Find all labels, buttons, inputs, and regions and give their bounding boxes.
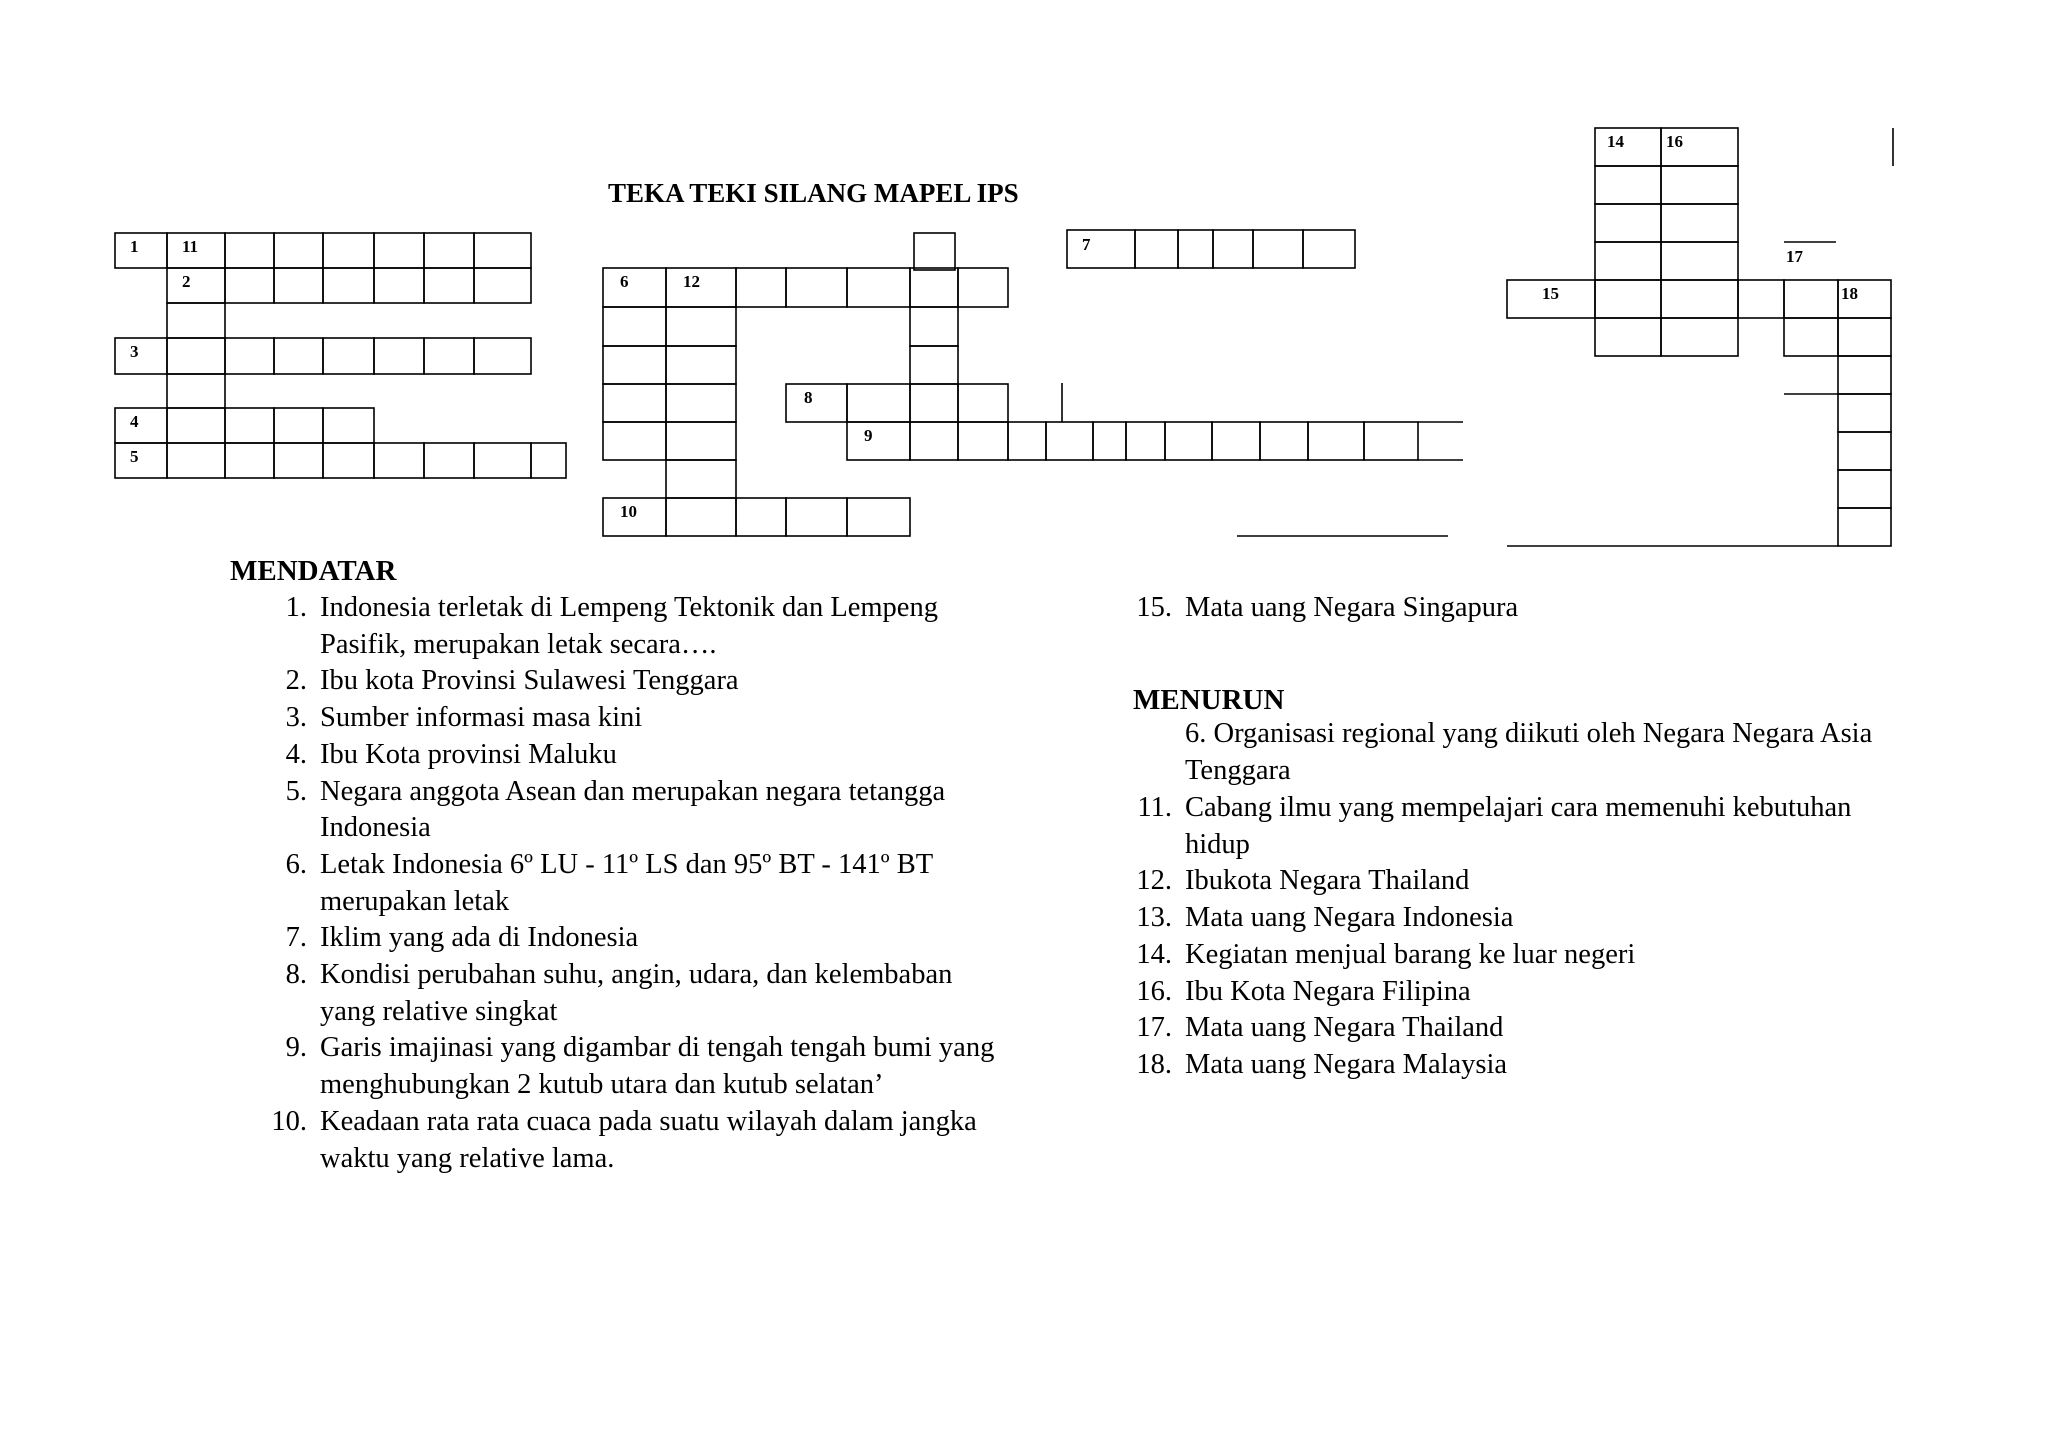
grid-cell[interactable] — [910, 268, 958, 307]
grid-cell[interactable] — [603, 384, 666, 422]
grid-cell[interactable] — [847, 268, 910, 307]
clue-number: 18. — [1136, 1048, 1172, 1080]
clue-text: Mata uang Negara Singapura — [1185, 592, 1519, 623]
grid-cell[interactable] — [603, 346, 666, 384]
grid-cell[interactable] — [1595, 242, 1661, 280]
grid-number: 14 — [1607, 132, 1624, 151]
grid-cell[interactable] — [666, 346, 736, 384]
grid-cell[interactable] — [910, 384, 958, 422]
grid-number: 4 — [130, 412, 139, 431]
clue-number: 12. — [1136, 865, 1172, 897]
mendatar-clue-15-list — [1097, 590, 1877, 627]
grid-cell[interactable] — [1595, 166, 1661, 204]
clue-number: 10. — [271, 1105, 307, 1137]
grid-cell[interactable] — [1178, 230, 1213, 268]
grid-cell[interactable] — [274, 268, 323, 303]
grid-number: 3 — [130, 342, 139, 361]
clue-text: Sumber informasi masa kini — [320, 702, 643, 734]
clue-number: 8. — [285, 959, 307, 991]
grid-cell[interactable] — [1212, 422, 1260, 460]
grid-cell[interactable] — [225, 408, 274, 443]
grid-cell[interactable] — [1838, 432, 1891, 470]
clue-text: Ibu kota Provinsi Sulawesi Tenggara — [320, 665, 739, 697]
page-title: TEKA TEKI SILANG MAPEL IPS — [608, 178, 1019, 208]
grid-cell[interactable] — [167, 443, 225, 478]
clue-item — [1097, 1047, 1877, 1084]
grid-number: 11 — [182, 237, 199, 256]
grid-cell[interactable] — [167, 374, 225, 408]
grid-cell[interactable] — [1838, 394, 1891, 432]
grid-cell[interactable] — [374, 233, 424, 268]
grid-cell[interactable] — [167, 338, 225, 374]
grid-number: 7 — [1082, 235, 1091, 254]
clue-item — [232, 920, 1012, 957]
grid-cell[interactable] — [666, 307, 736, 346]
grid-cell[interactable] — [1595, 128, 1661, 166]
menurun-clue-6 — [1185, 716, 1875, 789]
clue-text: Ibu Kota provinsi Maluku — [320, 738, 617, 770]
mendatar-clue-list — [232, 590, 1012, 1177]
grid-cell[interactable] — [1165, 422, 1212, 460]
grid-cell[interactable] — [115, 408, 167, 443]
grid-cell[interactable] — [958, 422, 1008, 460]
clue-number: 6. — [285, 848, 307, 880]
grid-cell[interactable] — [474, 233, 531, 268]
grid-cell[interactable] — [910, 307, 958, 346]
clue-text: Negara anggota Asean dan merupakan negara tetangga Indonesia — [320, 775, 946, 844]
clue-number: 17. — [1136, 1012, 1172, 1044]
clue-number: 11. — [1137, 792, 1172, 823]
grid-cell[interactable] — [1126, 422, 1165, 460]
grid-cell[interactable] — [1661, 166, 1738, 204]
grid-cell[interactable] — [666, 268, 736, 307]
grid-number: 5 — [130, 447, 139, 466]
clue-item — [1097, 974, 1877, 1011]
grid-number: 12 — [683, 272, 700, 291]
grid-cell[interactable] — [1303, 230, 1355, 268]
grid-cell[interactable] — [424, 268, 474, 303]
grid-cell[interactable] — [474, 338, 531, 374]
grid-cell[interactable] — [323, 443, 374, 478]
grid-cell[interactable] — [424, 338, 474, 374]
grid-cell[interactable] — [225, 268, 274, 303]
grid-cell[interactable] — [736, 498, 786, 536]
grid-number: 18 — [1841, 284, 1858, 303]
clue-number: 13. — [1136, 902, 1172, 934]
clue-item — [1097, 1010, 1877, 1047]
grid-cell[interactable] — [424, 233, 474, 268]
grid-cell[interactable] — [1838, 470, 1891, 508]
grid-cell[interactable] — [1067, 230, 1135, 268]
menurun-heading: MENURUN — [1133, 684, 1285, 716]
clue-text: Ibukota Negara Thailand — [1185, 865, 1470, 897]
clue-text: Kondisi perubahan suhu, angin, udara, dan kelembaban yang relative singkat — [320, 959, 953, 1027]
clue-text: Garis imajinasi yang digambar di tengah tengah bumi yang menghubungkan 2 kutub utara dan kutub selatan’ — [320, 1032, 995, 1101]
grid-cell[interactable] — [167, 408, 225, 443]
grid-cell[interactable] — [115, 233, 167, 268]
clue-text: Mata uang Negara Indonesia — [1185, 902, 1514, 934]
grid-cell[interactable] — [374, 268, 424, 303]
grid-cell[interactable] — [958, 268, 1008, 307]
grid-cell[interactable] — [1046, 422, 1093, 460]
grid-cell[interactable] — [323, 338, 374, 374]
grid-cell[interactable] — [474, 443, 531, 478]
grid-cell[interactable] — [225, 338, 274, 374]
grid-cell[interactable] — [736, 268, 786, 307]
grid-cell[interactable] — [1838, 508, 1891, 546]
grid-number: 9 — [864, 426, 873, 445]
clue-number: 2. — [285, 665, 307, 697]
grid-cell[interactable] — [1661, 242, 1738, 280]
grid-cell[interactable] — [666, 422, 736, 460]
grid-number: 6 — [620, 272, 629, 291]
clue-item — [1097, 590, 1877, 627]
grid-cell[interactable] — [914, 233, 955, 270]
grid-cell[interactable] — [1308, 422, 1364, 460]
grid-cell[interactable] — [274, 408, 323, 443]
grid-cell[interactable] — [323, 233, 374, 268]
grid-cell[interactable] — [786, 384, 847, 422]
grid-cell[interactable] — [786, 498, 847, 536]
clue-number: 5. — [285, 775, 307, 807]
mendatar-heading: MENDATAR — [230, 555, 397, 587]
grid-cell[interactable] — [374, 338, 424, 374]
grid-cell[interactable] — [1008, 422, 1046, 460]
clue-text: Kegiatan menjual barang ke luar negeri — [1185, 938, 1636, 970]
grid-cell[interactable] — [274, 443, 323, 478]
grid-cell[interactable] — [1661, 318, 1738, 356]
clue-text: Indonesia terletak di Lempeng Tektonik dan Lempeng Pasifik, merupakan letak secara…. — [320, 592, 938, 660]
clue-item — [232, 590, 1012, 663]
clue-item — [232, 957, 1012, 1030]
clue-item — [1097, 863, 1877, 900]
clue-number: 3. — [285, 702, 307, 734]
clue-number: 14. — [1136, 938, 1172, 970]
grid-cell[interactable] — [531, 443, 566, 478]
grid-cell[interactable] — [1364, 422, 1418, 460]
grid-cell[interactable] — [1838, 356, 1891, 394]
grid-number: 16 — [1666, 132, 1683, 151]
grid-number: 17 — [1786, 247, 1803, 266]
clue-item — [1097, 790, 1877, 863]
grid-number: 1 — [130, 237, 139, 256]
grid-cell[interactable] — [1838, 318, 1891, 356]
grid-cell[interactable] — [1595, 204, 1661, 242]
clue-item — [232, 847, 1012, 920]
grid-number: 15 — [1542, 284, 1559, 303]
grid-cell[interactable] — [910, 346, 958, 384]
grid-cell[interactable] — [1784, 280, 1838, 318]
grid-cell[interactable] — [474, 268, 531, 303]
grid-cell[interactable] — [1661, 280, 1738, 318]
clue-text: Mata uang Negara Malaysia — [1185, 1048, 1508, 1080]
grid-cell[interactable] — [274, 233, 323, 268]
clue-number: 15. — [1136, 592, 1172, 623]
grid-cell[interactable] — [666, 498, 736, 536]
grid-cell[interactable] — [958, 384, 1008, 422]
grid-cell[interactable] — [1093, 422, 1126, 460]
clue-number: 1. — [285, 592, 307, 623]
clue-text: Mata uang Negara Thailand — [1185, 1012, 1504, 1044]
grid-cell[interactable] — [167, 303, 225, 338]
grid-cell[interactable] — [167, 268, 225, 303]
clue-text: Cabang ilmu yang mempelajari cara memenuhi kebutuhan hidup — [1185, 792, 1852, 860]
grid-number: 8 — [804, 388, 813, 407]
grid-cell[interactable] — [115, 338, 167, 374]
clue-text: Organisasi regional yang diikuti oleh Negara Negara Asia Tenggara — [1185, 718, 1873, 786]
clue-item — [232, 663, 1012, 700]
clue-item — [1097, 900, 1877, 937]
grid-cell[interactable] — [225, 233, 274, 268]
clue-item — [232, 1104, 1012, 1177]
grid-cell[interactable] — [910, 422, 958, 460]
grid-cell[interactable] — [424, 443, 474, 478]
clue-item — [232, 774, 1012, 847]
grid-cell[interactable] — [1595, 318, 1661, 356]
grid-cell[interactable] — [274, 338, 323, 374]
grid-number: 10 — [620, 502, 637, 521]
grid-cell[interactable] — [847, 384, 910, 422]
grid-cell[interactable] — [1738, 280, 1784, 318]
clue-text: Ibu Kota Negara Filipina — [1185, 975, 1471, 1007]
grid-cell[interactable] — [666, 384, 736, 422]
clue-number: 16. — [1136, 975, 1172, 1007]
grid-cell[interactable] — [1260, 422, 1308, 460]
grid-cell[interactable] — [603, 307, 666, 346]
clue-number: 4. — [285, 738, 307, 770]
grid-cell[interactable] — [1661, 204, 1738, 242]
grid-cell[interactable] — [225, 443, 274, 478]
grid-cell[interactable] — [603, 268, 666, 307]
grid-cell[interactable] — [847, 422, 910, 460]
grid-cell[interactable] — [1213, 230, 1253, 268]
grid-number: 2 — [182, 272, 191, 291]
grid-cell[interactable] — [603, 422, 666, 460]
clue-number: 7. — [285, 922, 307, 954]
clue-text: Letak Indonesia 6º LU - 11º LS dan 95º BT - 141º BT merupakan letak — [320, 848, 933, 917]
grid-cell[interactable] — [323, 408, 374, 443]
grid-cell[interactable] — [1784, 318, 1838, 356]
menurun-clue-list — [1097, 790, 1877, 1084]
grid-cell[interactable] — [323, 268, 374, 303]
grid-cell[interactable] — [1253, 230, 1303, 268]
clue-text: Keadaan rata rata cuaca pada suatu wilayah dalam jangka waktu yang relative lama. — [320, 1105, 977, 1174]
clue-item — [232, 700, 1012, 737]
grid-cell[interactable] — [666, 460, 736, 498]
grid-cell[interactable] — [847, 498, 910, 536]
clue-item — [232, 737, 1012, 774]
grid-cell[interactable] — [1135, 230, 1178, 268]
grid-cell[interactable] — [115, 443, 167, 478]
clue-number: 6. — [1185, 718, 1207, 749]
grid-cell[interactable] — [374, 443, 424, 478]
clue-item — [232, 1030, 1012, 1103]
clue-number: 9. — [285, 1032, 307, 1064]
clue-text: Iklim yang ada di Indonesia — [320, 922, 639, 954]
grid-cell[interactable] — [786, 268, 847, 307]
grid-cell[interactable] — [1595, 280, 1661, 318]
clue-item — [1097, 937, 1877, 974]
